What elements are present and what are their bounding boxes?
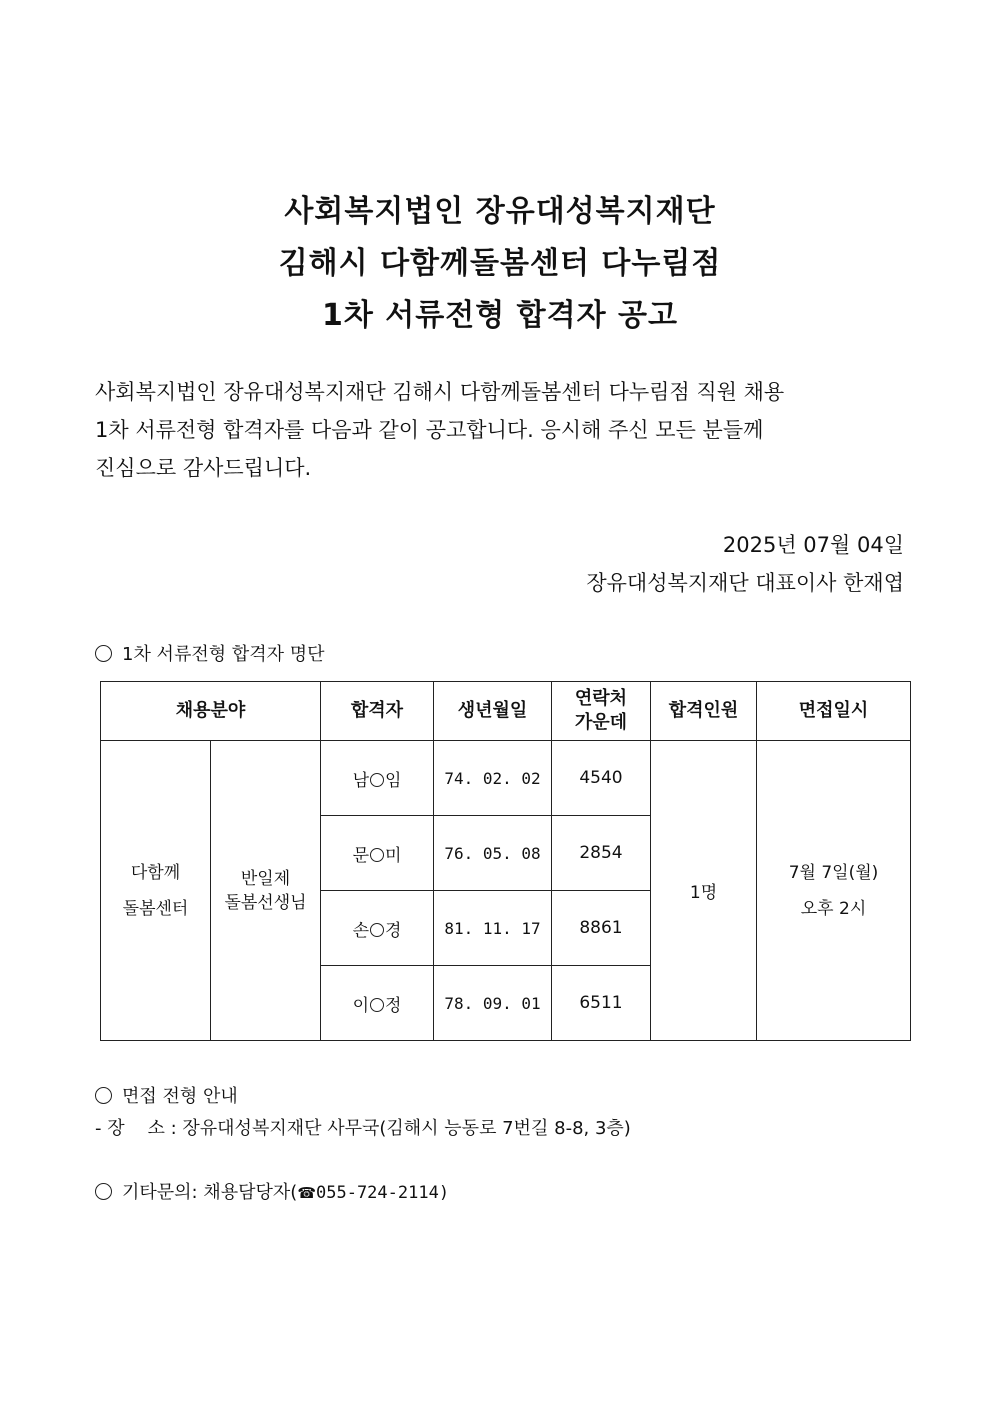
contact-phone: 055-724-2114): [316, 1183, 450, 1203]
document-title: [0, 186, 1000, 342]
masked-char-icon: [370, 923, 384, 937]
contact-section: [95, 1178, 449, 1208]
list-section-title: [95, 640, 325, 670]
header-birth: 생년월일: [434, 682, 552, 741]
title-line-2: 김해시 다함께돌봄센터 다누림점: [278, 246, 722, 281]
place-value: 장유대성복지재단 사무국(김해시 능동로 7번길 8-8, 3층): [182, 1118, 631, 1139]
birth-cell: 74. 02. 02: [434, 741, 552, 816]
masked-char-icon: [370, 773, 384, 787]
birth-cell: 76. 05. 08: [434, 816, 552, 891]
header-interview: 면접일시: [757, 682, 911, 741]
table-row: [101, 741, 911, 816]
masked-char-icon: [370, 848, 384, 862]
applicant-surname: 문: [352, 845, 369, 866]
title-line-1: 사회복지법인 장유대성복지재단: [284, 194, 716, 229]
header-contact-line-2: 가운데: [574, 712, 628, 733]
applicant-given: 임: [385, 770, 402, 791]
title-line-3: 1차 서류전형 합격자 공고: [321, 298, 678, 333]
contact-cell: 2854: [552, 816, 651, 891]
applicant-given: 정: [385, 995, 402, 1016]
dateline: [586, 526, 904, 602]
phone-icon: ☎: [297, 1184, 316, 1202]
applicant-surname: 남: [352, 770, 369, 791]
list-section-label: 1차 서류전형 합격자 명단: [122, 644, 325, 665]
contact-label: 기타문의: 채용담당자(: [122, 1182, 298, 1203]
interview-section-label: 면접 전형 안내: [122, 1086, 238, 1107]
interview-section-title: [95, 1082, 238, 1112]
header-contact-line-1: 연락처: [574, 688, 628, 709]
applicant-given: 미: [385, 845, 402, 866]
header-count: 합격인원: [651, 682, 757, 741]
applicant-given: 경: [385, 920, 402, 941]
applicant-name-cell: [321, 891, 434, 966]
interview-line-1: 7월 7일(월): [788, 862, 879, 883]
signer: 장유대성복지재단 대표이사 한재엽: [586, 571, 904, 595]
place-label: - 장 소 :: [95, 1118, 183, 1139]
intro-line-1: 사회복지법인 장유대성복지재단 김해시 다함께돌봄센터 다누림점 직원 채용: [95, 380, 785, 404]
circle-bullet-icon: [95, 645, 112, 662]
applicant-table: [100, 681, 911, 1041]
applicant-name-cell: [321, 741, 434, 816]
contact-cell: 4540: [552, 741, 651, 816]
masked-char-icon: [370, 998, 384, 1012]
announcement-date: 2025년 07월 04일: [722, 533, 904, 557]
header-field: 채용분야: [101, 682, 321, 741]
interview-cell: [757, 741, 911, 1041]
intro-line-3: 진심으로 감사드립니다.: [95, 456, 312, 480]
intro-line-2: 1차 서류전형 합격자를 다음과 같이 공고합니다. 응시해 주신 모든 분들께: [95, 418, 764, 442]
birth-cell: 78. 09. 01: [434, 966, 552, 1041]
interview-line-2: 오후 2시: [800, 898, 867, 919]
applicant-name-cell: [321, 966, 434, 1041]
field-org-line-1: 다함께: [130, 862, 181, 883]
field-org-line-2: 돌봄센터: [122, 898, 189, 919]
applicant-surname: 손: [352, 920, 369, 941]
circle-bullet-icon: [95, 1087, 112, 1104]
contact-cell: 6511: [552, 966, 651, 1041]
field-role-cell: [211, 741, 321, 1041]
header-contact: [552, 682, 651, 741]
applicant-surname: 이: [352, 995, 369, 1016]
field-role-line-1: 반일제: [240, 868, 291, 889]
interview-place: [95, 1114, 631, 1144]
circle-bullet-icon: [95, 1183, 112, 1200]
intro-paragraph: [95, 373, 905, 487]
field-role-line-2: 돌봄선생님: [224, 892, 307, 913]
header-applicant: 합격자: [321, 682, 434, 741]
count-cell: 1명: [651, 741, 757, 1041]
table-header-row: [101, 682, 911, 741]
field-org-cell: [101, 741, 211, 1041]
applicant-name-cell: [321, 816, 434, 891]
contact-cell: 8861: [552, 891, 651, 966]
birth-cell: 81. 11. 17: [434, 891, 552, 966]
